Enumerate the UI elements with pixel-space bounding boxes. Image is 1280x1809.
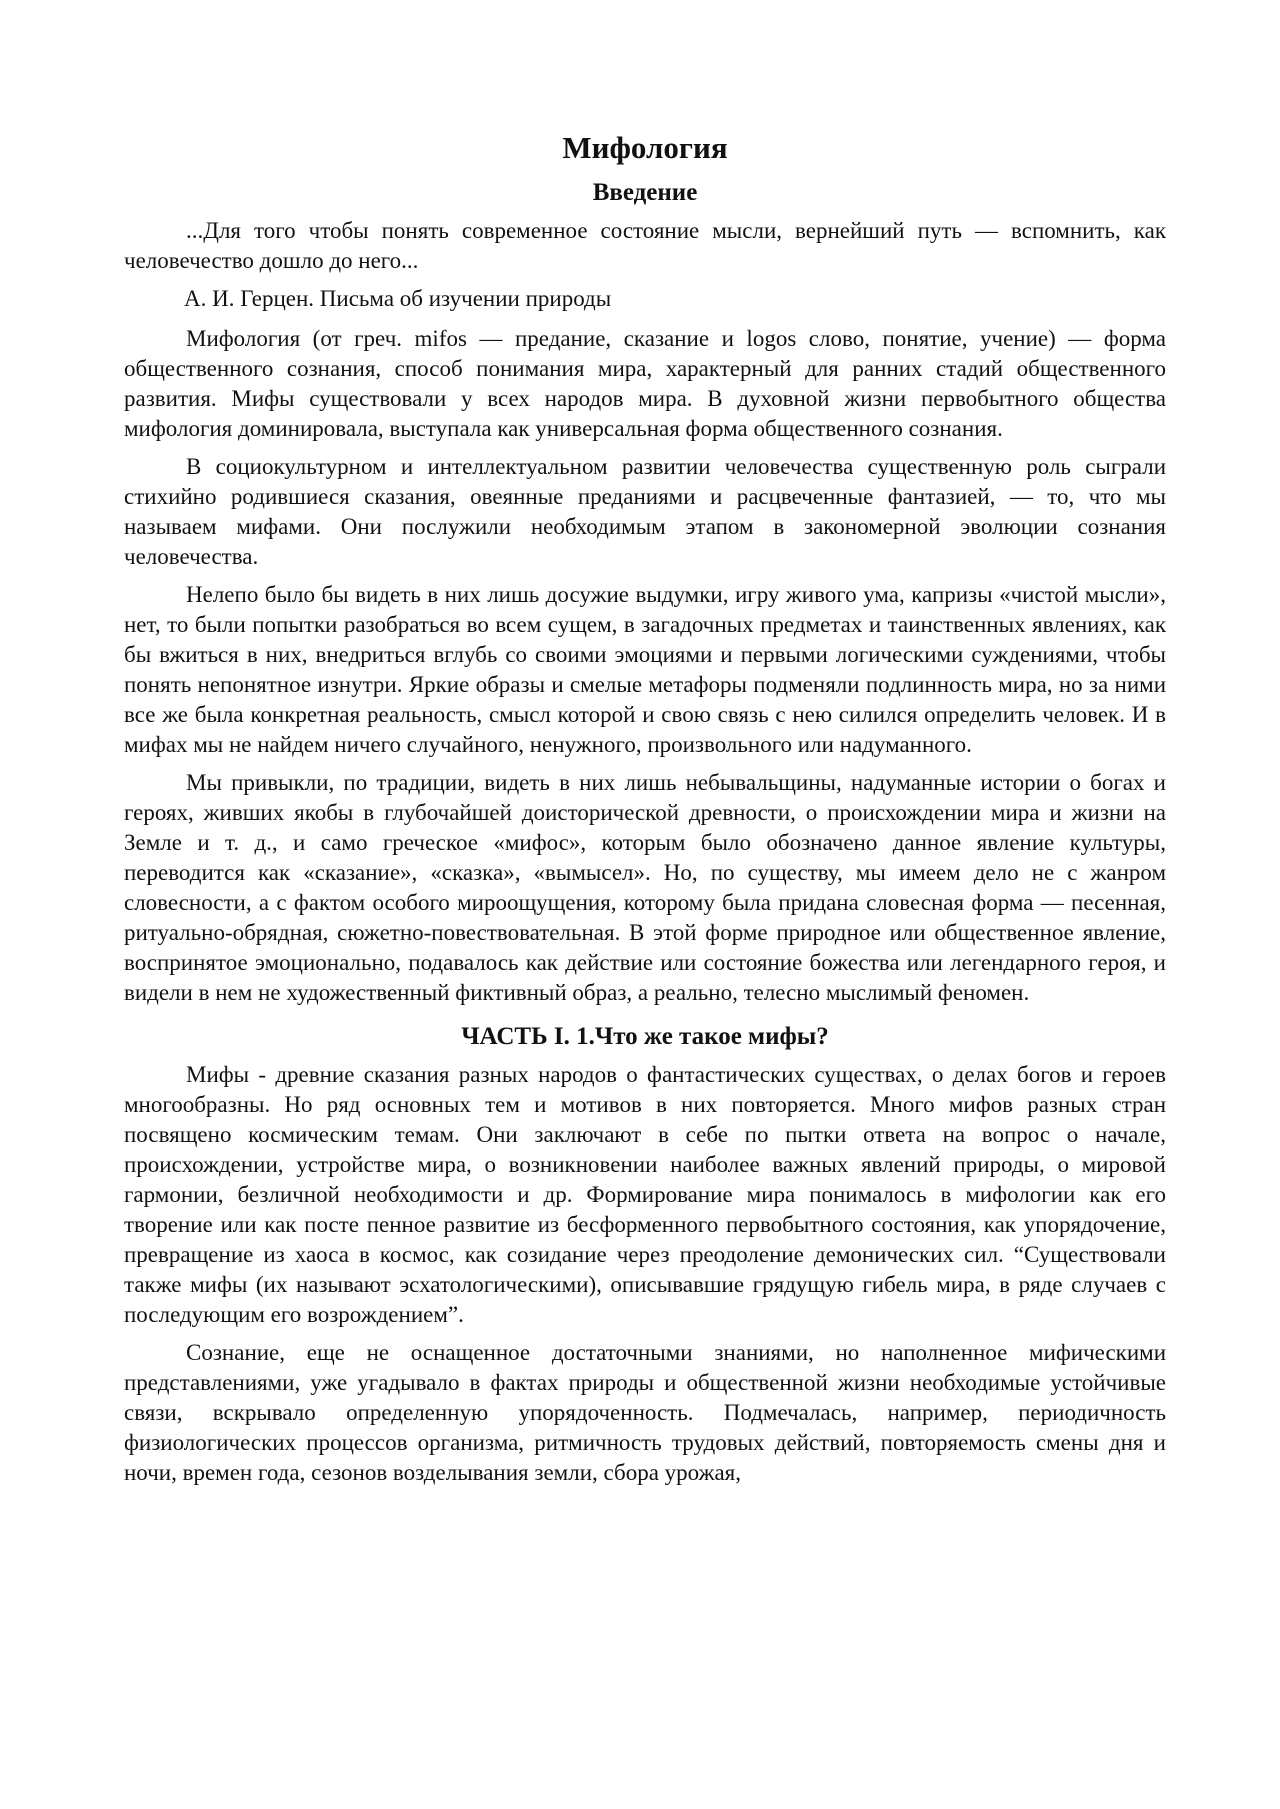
intro-paragraph: Мы привыкли, по традиции, видеть в них лишь небывальщины, надуманные истории о богах и героях, живших якобы в глубочайшей доисторической древности, о происхождении мира и жизни на Земле и т. д., и само греческое «мифос», которым было обозначено данное явление культуры, переводится как «сказание», «сказка», «вымысел». Но, по существу, мы имеем дело не с жанром словесности, а с фактом особого мироощущения, которому была придана словесная форма — песенная, ритуально-обрядная, сюжетно-повествовательная. В этой форме природное или общественное явление, воспринятое эмоционально, подавалось как действие или состояние божества или легендарного героя, и видели в нем не художественный фиктивный образ, а реально, телесно мыслимый феномен. [124, 770, 1166, 1005]
section-heading: ЧАСТЬ I. 1.Что же такое мифы? [461, 1023, 829, 1050]
section-paragraph: Сознание, еще не оснащенное достаточными знаниями, но наполненное мифическими представлениями, уже угадывало в фактах природы и общественной жизни необходимые устойчивые связи, вскрывало определенную упорядоченность. Подмечалась, например, периодичность физиологических процессов организма, ритмичность трудовых действий, повторяемость смены дня и ночи, времен года, сезонов возделывания земли, сбора урожая, [124, 1340, 1166, 1485]
intro-paragraph: Нелепо было бы видеть в них лишь досужие выдумки, игру живого ума, капризы «чистой мысли», нет, то были попытки разобраться во всем сущем, в загадочных предметах и таинственных явлениях, как бы вжиться в них, внедриться вглубь со своими эмоциями и первыми логическими суждениями, чтобы понять непонятное изнутри. Яркие образы и смелые метафоры подменяли подлинность мира, но за ними все же была конкретная реальность, смысл которой и свою связь с нею силился определить человек. И в мифах мы не найдем ничего случайного, ненужного, произвольного или надуманного. [124, 582, 1166, 757]
epigraph: ...Для того чтобы понять современное состояние мысли, вернейший путь — вспомнить, как человечество дошло до него... [124, 218, 1166, 273]
document-page [124, 118, 1166, 1496]
intro-paragraph: В социокультурном и интеллектуальном развитии человечества существенную роль сыграли стихийно родившиеся сказания, овеянные преданиями и расцвеченные фантазией, — то, что мы называем мифами. Они послужили необходимым этапом в закономерной эволюции сознания человечества. [124, 454, 1166, 569]
epigraph-author: А. И. Герцен. Письма об изучении природы [184, 286, 612, 311]
section-paragraph: Мифы - древние сказания разных народов о фантастических существах, о делах богов и героев многообразны. Но ряд основных тем и мотивов в них повторяется. Много мифов разных стран посвящено космическим темам. Они заключают в себе по пытки ответа на вопрос о начале, происхождении, устройстве мира, о возникновении наиболее важных явлений природы, о мировой гармонии, безличной необходимости и др. Формирование мира понималось в мифологии как его творение или как посте пенное развитие из бесформенного первобытного состояния, как упорядочение, превращение из хаоса в космос, как созидание через преодоление демонических сил. “Существовали также мифы (их называют эсхатологическими), описывавшие грядущую гибель мира, в ряде случаев с последующим его возрождением”. [124, 1062, 1166, 1327]
intro-heading: Введение [592, 179, 698, 206]
document-title: Мифология [562, 130, 728, 165]
intro-paragraph: Мифология (от греч. mifos — предание, сказание и logos слово, понятие, учение) — форма общественного сознания, способ понимания мира, характерный для ранних стадий общественного развития. Мифы существовали у всех народов мира. В духовной жизни первобытного общества мифология доминировала, выступала как универсальная форма общественного сознания. [124, 326, 1166, 441]
